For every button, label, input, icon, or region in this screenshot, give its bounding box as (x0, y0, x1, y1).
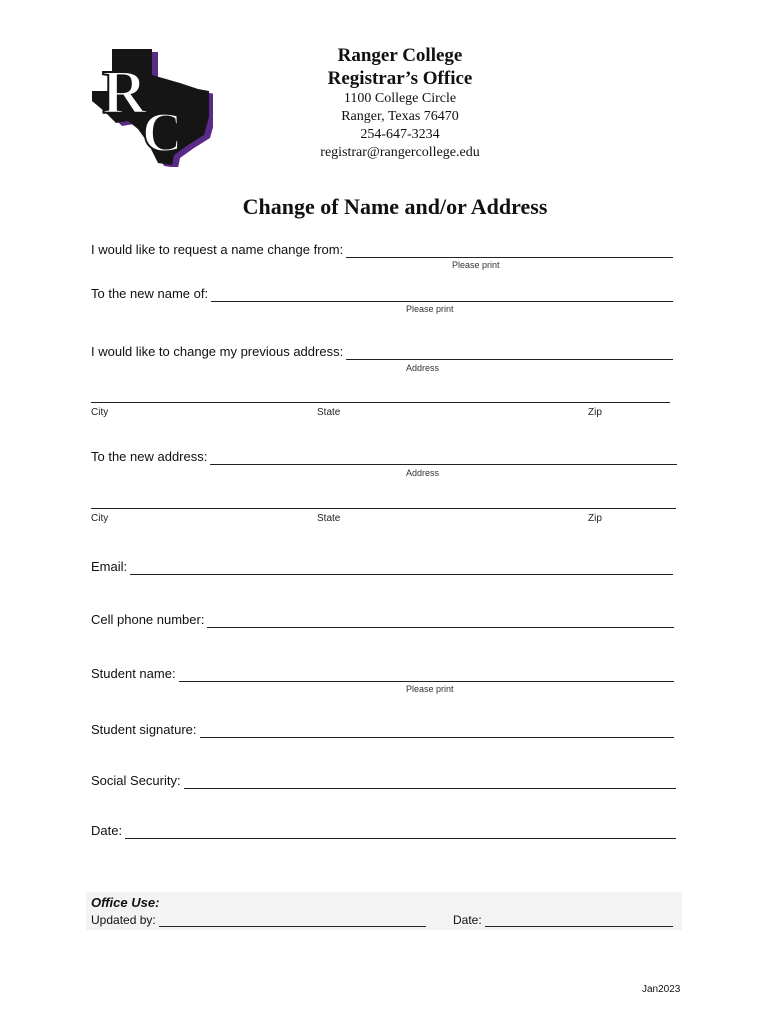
new-city-label: City (91, 513, 109, 524)
old-city-label: City (91, 407, 109, 418)
name-to-hint: Please print (406, 304, 454, 314)
date-field[interactable] (125, 826, 676, 839)
old-state-label: State (317, 407, 341, 418)
new-address-hint: Address (406, 468, 440, 478)
city-state-zip: Ranger, Texas 76470 (341, 109, 459, 124)
svg-text:C: C (142, 102, 183, 164)
updated-by-field[interactable] (159, 915, 426, 927)
ssn-field[interactable] (184, 776, 676, 789)
office-name: Registrar’s Office (327, 68, 473, 89)
signature-label: Student signature: (91, 722, 197, 737)
cell-field[interactable] (207, 615, 674, 628)
form-title: Change of Name and/or Address (242, 194, 548, 219)
name-to-row (91, 286, 673, 302)
ssn-row (91, 773, 676, 789)
new-address-label: To the new address: (91, 449, 208, 464)
student-name-row (91, 666, 674, 682)
new-zip-label: Zip (588, 513, 602, 524)
date-row (91, 823, 676, 839)
email-field[interactable] (130, 562, 673, 575)
office-date-row (453, 913, 673, 927)
updated-by-row (91, 913, 426, 927)
rc-texas-logo (88, 45, 213, 167)
student-name-label: Student name: (91, 666, 176, 681)
phone-number: 254-647-3234 (360, 127, 440, 142)
new-city-state-zip-field[interactable] (91, 508, 676, 509)
cell-row (91, 612, 674, 628)
ssn-label: Social Security: (91, 773, 181, 788)
svg-text:R: R (102, 59, 147, 127)
office-date-label: Date: (453, 913, 482, 927)
texas-map-icon (88, 45, 213, 167)
date-label: Date: (91, 823, 123, 838)
old-address-hint: Address (406, 363, 440, 373)
old-city-state-zip-field[interactable] (91, 402, 670, 403)
office-date-field[interactable] (485, 915, 673, 927)
office-email: registrar@rangercollege.edu (320, 145, 480, 160)
student-name-field[interactable] (179, 669, 674, 682)
new-state-label: State (317, 513, 341, 524)
name-from-row (91, 242, 673, 258)
revision-date: Jan2023 (642, 984, 681, 995)
email-row (91, 559, 673, 575)
old-zip-label: Zip (588, 407, 602, 418)
name-from-field[interactable] (346, 245, 673, 258)
college-name: Ranger College (337, 45, 463, 66)
old-address-row (91, 344, 673, 360)
new-address-row (91, 449, 677, 465)
letterhead (250, 44, 550, 162)
signature-row (91, 722, 674, 738)
cell-label: Cell phone number: (91, 612, 205, 627)
name-to-field[interactable] (211, 289, 673, 302)
name-from-hint: Please print (452, 260, 500, 270)
email-label: Email: (91, 559, 128, 574)
new-address-field[interactable] (210, 452, 677, 465)
updated-by-label: Updated by: (91, 913, 156, 927)
old-address-field[interactable] (346, 347, 673, 360)
name-from-label: I would like to request a name change from: (91, 242, 344, 257)
student-name-hint: Please print (406, 684, 454, 694)
signature-field[interactable] (200, 725, 674, 738)
office-use-heading: Office Use: (91, 895, 160, 910)
name-to-label: To the new name of: (91, 286, 209, 301)
old-address-label: I would like to change my previous address: (91, 344, 344, 359)
office-use-box (86, 892, 682, 930)
street-address: 1100 College Circle (343, 91, 457, 106)
